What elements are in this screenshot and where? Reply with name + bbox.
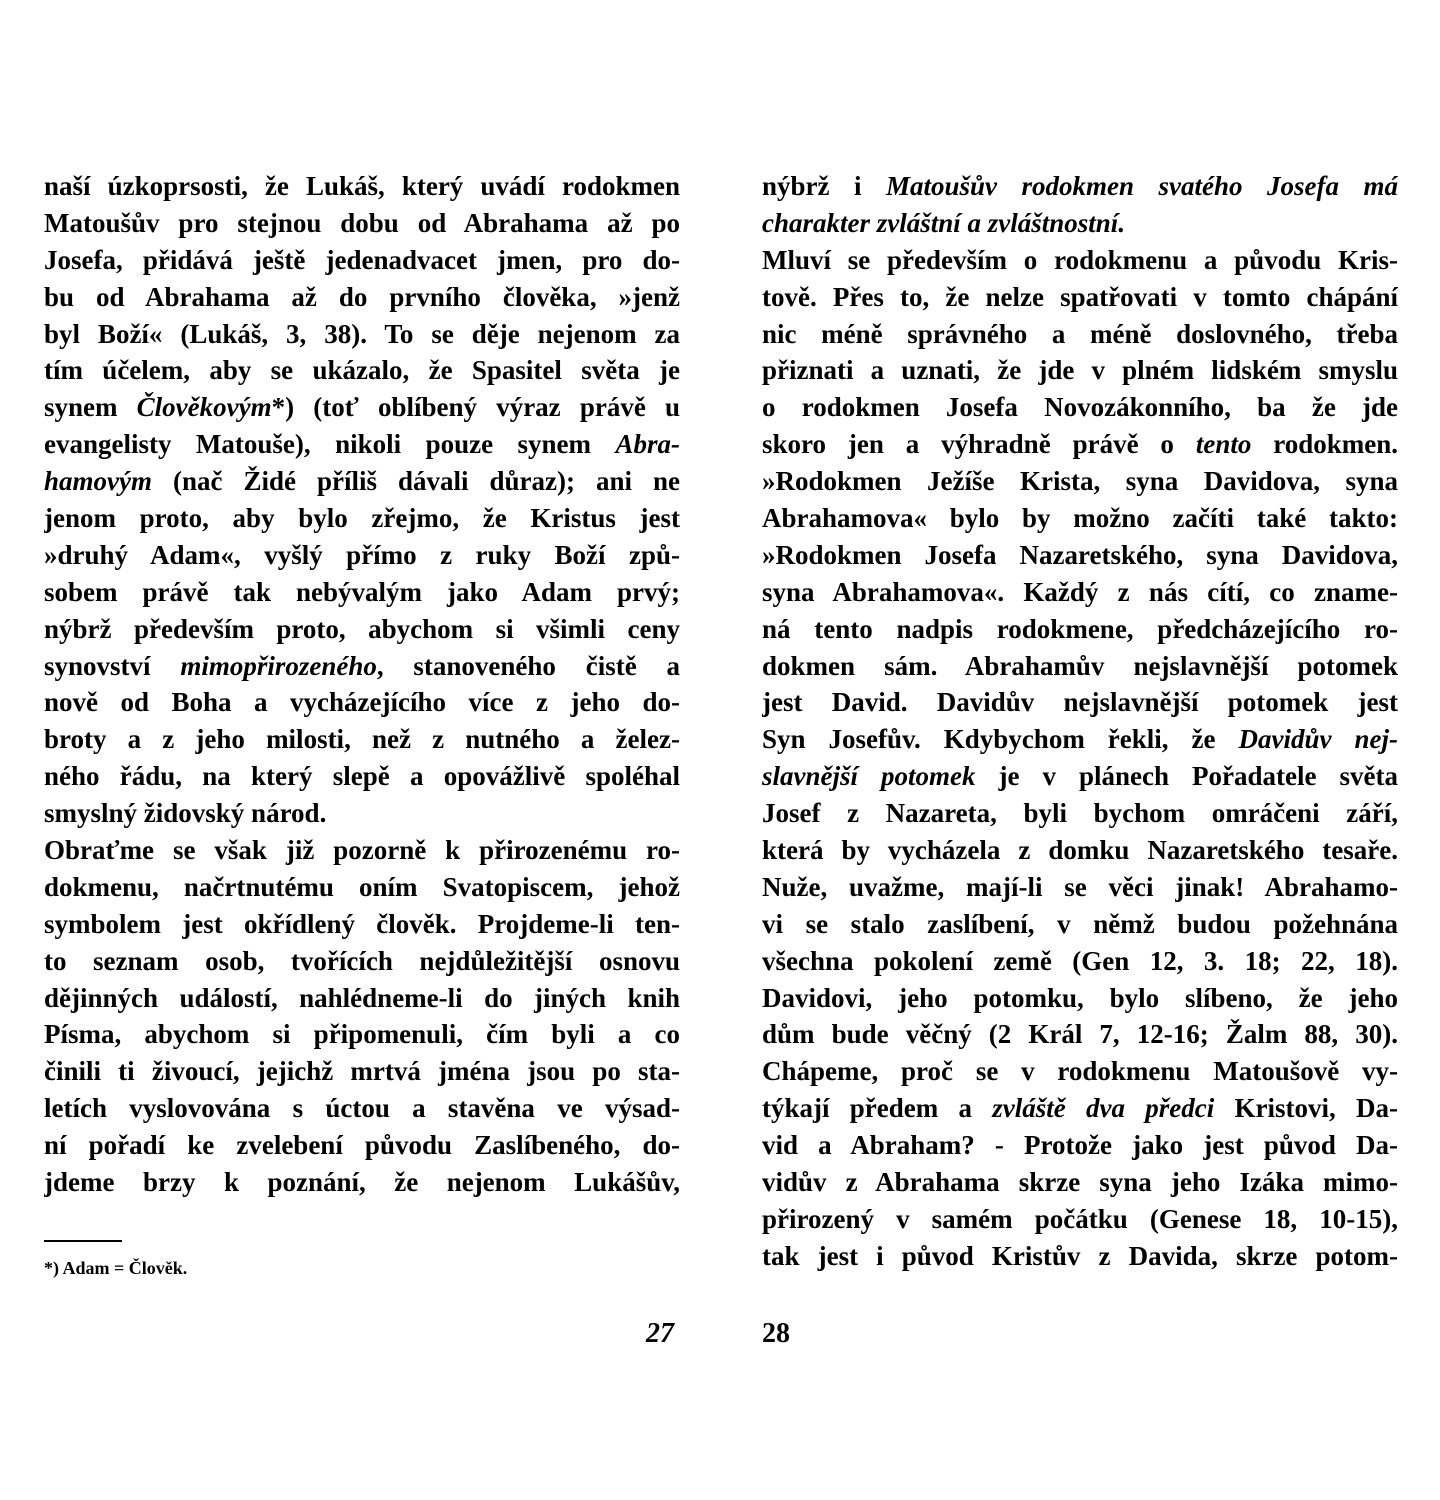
text-line: [762, 1201, 1398, 1238]
text-line: [44, 869, 680, 906]
text-line: [762, 389, 1398, 426]
text-line: [762, 463, 1398, 500]
text-line: [762, 426, 1398, 463]
text-line: [44, 795, 680, 832]
text-line: [44, 832, 680, 869]
text-line: [44, 316, 680, 353]
text-segment: dokmenu, načrtnutému oním Svatopiscem, jehož: [44, 871, 680, 902]
text-line: [762, 906, 1398, 943]
text-line: [762, 721, 1398, 758]
text-line: [44, 1053, 680, 1090]
text-segment: tově. Přes to, že nelze spatřovati v tomto chápání: [762, 281, 1398, 312]
text-segment: nic méně správného a méně doslovného, třeba: [762, 318, 1398, 349]
text-segment: sobem právě tak nebývalým jako Adam prvý;: [44, 576, 680, 607]
text-segment: (nač Židé příliš dávali důraz); ani ne: [152, 466, 680, 497]
text-line: [44, 721, 680, 758]
text-line: [762, 832, 1398, 869]
italic-text: charakter zvláštní a zvláštnostní.: [762, 207, 1126, 238]
text-line: [44, 648, 680, 685]
text-line: [44, 1016, 680, 1053]
text-segment: *) (toť oblíbený výraz právě u: [271, 392, 680, 423]
footnote: *) Adam = Člověk.: [44, 1258, 188, 1278]
text-segment: nýbrž i: [762, 171, 886, 201]
text-line: [44, 1127, 680, 1164]
text-segment: synem: [44, 392, 137, 423]
text-line: [44, 463, 680, 500]
text-segment: syna Abrahamova«. Každý z nás cítí, co zname-: [762, 576, 1398, 607]
text-line: [762, 795, 1398, 832]
italic-text: Člověkovým: [136, 392, 272, 423]
text-line: [762, 684, 1398, 721]
text-segment: »druhý Adam«, vyšlý přímo z ruky Boží způ-: [44, 539, 680, 570]
text-segment: Nuže, uvažme, mají-li se věci jinak! Abrahamo-: [762, 871, 1398, 902]
italic-text: slavnější potomek: [762, 761, 976, 792]
text-line: [762, 1090, 1398, 1127]
text-segment: dějinných událostí, nahlédneme-li do jiných knih: [44, 982, 680, 1013]
text-segment: Abrahamova« bylo by možno začíti také takto:: [762, 503, 1398, 534]
italic-text: Abra-: [615, 429, 680, 460]
text-segment: vi se stalo zaslíbení, v němž budou požehnána: [762, 908, 1398, 939]
text-line: [762, 943, 1398, 980]
text-line: [762, 352, 1398, 389]
text-line: [762, 758, 1398, 795]
text-segment: týkají předem a: [762, 1093, 993, 1124]
italic-text: hamovým: [44, 466, 152, 497]
text-segment: smyslný židovský národ.: [44, 798, 327, 829]
text-segment: skoro jen a výhradně právě o: [762, 429, 1196, 460]
text-line: [762, 279, 1398, 316]
text-line: [762, 537, 1398, 574]
text-segment: přiznati a uznati, že jde v plném lidském smyslu: [762, 355, 1398, 386]
text-segment: nově od Boha a vycházejícího více z jeho do-: [44, 687, 680, 718]
text-segment: o rodokmen Josefa Novozákonního, ba že jde: [762, 392, 1398, 423]
text-segment: , stanoveného čistě a: [376, 650, 680, 681]
text-segment: Mluví se především o rodokmenu a původu Kris-: [762, 244, 1398, 275]
text-segment: tím účelem, aby se ukázalo, že Spasitel světa je: [44, 355, 680, 386]
text-segment: jdeme brzy k poznání, že nejenom Lukášův,: [44, 1167, 680, 1198]
text-segment: vid a Abraham? - Protože jako jest původ Da-: [762, 1130, 1398, 1161]
text-segment: ná tento nadpis rodokmene, předcházejícího ro-: [762, 613, 1398, 644]
italic-text: mimopřirozeného: [180, 650, 377, 681]
text-segment: Matoušův pro stejnou dobu od Abrahama až po: [44, 207, 680, 238]
text-line: [44, 1164, 680, 1201]
text-segment: dokmen sám. Abrahamův nejslavnější potomek: [762, 650, 1398, 681]
text-line: [762, 869, 1398, 906]
text-segment: všechna pokolení země (Gen 12, 3. 18; 22, 18).: [762, 945, 1398, 976]
text-segment: naší úzkoprsosti, že Lukáš, který uvádí rodokmen: [44, 171, 680, 201]
text-segment: Syn Josefův. Kdybychom řekli, že: [762, 724, 1239, 755]
text-line: [762, 1016, 1398, 1053]
footnote-divider: [44, 1240, 122, 1242]
text-segment: evangelisty Matouše), nikoli pouze synem: [44, 429, 616, 460]
text-segment: ného řádu, na který slepě a opovážlivě spoléhal: [44, 761, 680, 792]
text-segment: byl Boží« (Lukáš, 3, 38). To se děje nejenom za: [44, 318, 680, 349]
left-page-body: [44, 168, 680, 1201]
text-segment: tak jest i původ Kristův z Davida, skrze potom-: [762, 1240, 1398, 1271]
text-segment: činili ti živoucí, jejichž mrtvá jména jsou po sta-: [44, 1056, 680, 1087]
text-segment: »Rodokmen Ježíše Krista, syna Davidova, syna: [762, 466, 1398, 497]
page-number-left: 27: [646, 1318, 674, 1349]
text-line: [44, 389, 680, 426]
text-segment: Josef z Nazareta, byli bychom omráčeni září,: [762, 798, 1398, 829]
text-line: [762, 1164, 1398, 1201]
text-segment: která by vycházela z domku Nazaretského tesaře.: [762, 835, 1398, 866]
text-segment: »Rodokmen Josefa Nazaretského, syna Davidova,: [762, 539, 1398, 570]
text-line: [762, 316, 1398, 353]
text-line: [762, 1127, 1398, 1164]
text-line: [44, 352, 680, 389]
text-segment: synovství: [44, 650, 181, 681]
text-line: [762, 1238, 1398, 1275]
text-segment: symbolem jest okřídlený člověk. Projdeme-li ten-: [44, 908, 680, 939]
text-line: [762, 574, 1398, 611]
text-segment: dům bude věčný (2 Král 7, 12-16; Žalm 88, 30).: [762, 1019, 1398, 1050]
text-line: [44, 537, 680, 574]
text-line: [44, 980, 680, 1017]
text-segment: Kristovi, Da-: [1214, 1093, 1398, 1124]
text-segment: rodokmen.: [1251, 429, 1398, 460]
text-line: [762, 205, 1398, 242]
text-line: [44, 684, 680, 721]
text-segment: bu od Abrahama až do prvního člověka, »jenž: [44, 281, 680, 312]
italic-text: tento: [1195, 429, 1252, 460]
text-segment: přirozený v samém počátku (Genese 18, 10-15),: [762, 1203, 1398, 1234]
text-line: [44, 500, 680, 537]
text-line: [44, 168, 680, 205]
italic-text: Davidův nej-: [1238, 724, 1398, 755]
text-segment: vidův z Abrahama skrze syna jeho Izáka mimo-: [762, 1167, 1398, 1198]
right-page-body: [762, 168, 1398, 1275]
text-line: [44, 1090, 680, 1127]
text-segment: to seznam osob, tvořících nejdůležitější osnovu: [44, 945, 680, 976]
text-segment: jest David. Davidův nejslavnější potomek jest: [762, 687, 1398, 718]
text-line: [762, 242, 1398, 279]
text-line: [44, 906, 680, 943]
text-segment: broty a z jeho milosti, než z nutného a želez-: [44, 724, 680, 755]
text-segment: ní pořadí ke zvelebení původu Zaslíbeného, do-: [44, 1130, 680, 1161]
text-line: [44, 758, 680, 795]
text-segment: je v plánech Pořadatele světa: [975, 761, 1398, 792]
text-segment: Davidovi, jeho potomku, bylo slíbeno, že jeho: [762, 982, 1398, 1013]
text-line: [762, 611, 1398, 648]
text-segment: jenom proto, aby bylo zřejmo, že Kristus jest: [44, 503, 680, 534]
text-segment: Chápeme, proč se v rodokmenu Matoušově vy-: [762, 1056, 1398, 1087]
text-segment: nýbrž především proto, abychom si všimli ceny: [44, 613, 680, 644]
page-number-right: 28: [762, 1318, 790, 1349]
text-line: [44, 242, 680, 279]
text-line: [44, 205, 680, 242]
text-line: [762, 980, 1398, 1017]
text-line: [44, 611, 680, 648]
text-line: [44, 426, 680, 463]
text-segment: Josefa, přidává ještě jedenadvacet jmen, pro do-: [44, 244, 680, 275]
text-line: [762, 500, 1398, 537]
text-line: [44, 279, 680, 316]
text-line: [44, 943, 680, 980]
text-line: [762, 168, 1398, 205]
text-segment: Písma, abychom si připomenuli, čím byli a co: [44, 1019, 680, 1050]
text-line: [762, 648, 1398, 685]
text-line: [44, 574, 680, 611]
text-line: [762, 1053, 1398, 1090]
italic-text: zvláště dva předci: [992, 1093, 1215, 1124]
text-segment: letích vyslovována s úctou a stavěna ve výsad-: [44, 1093, 680, 1124]
italic-text: Matoušův rodokmen svatého Josefa má: [886, 171, 1398, 201]
text-segment: Obraťme se však již pozorně k přirozenému ro-: [44, 835, 680, 866]
